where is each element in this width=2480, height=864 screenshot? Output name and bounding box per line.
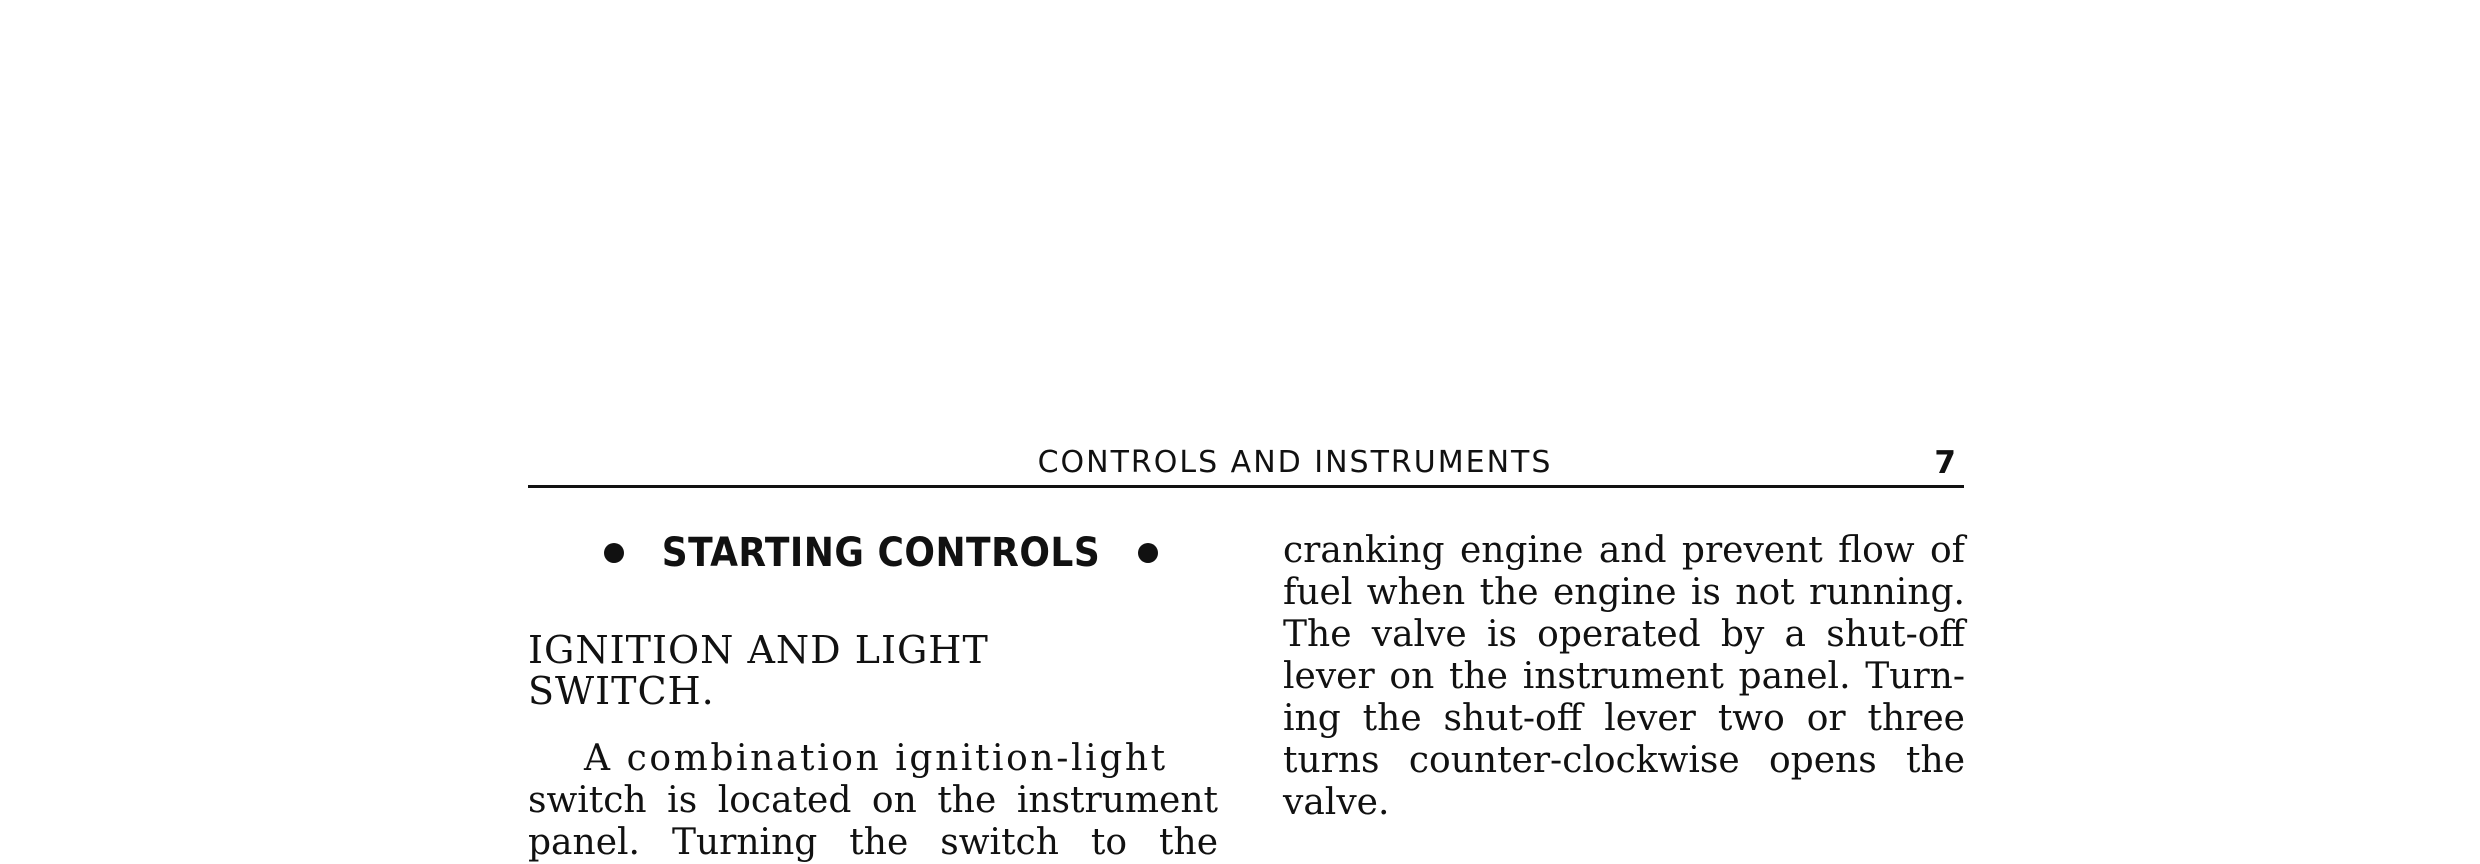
subheading-line: IGNITION AND LIGHT [528, 628, 989, 672]
paragraph-line: lever on the instrument panel. Turn- [1283, 656, 1965, 697]
paragraph-line: ing the shut-off lever two or three [1283, 698, 1965, 739]
paragraph-line: cranking engine and prevent flow of [1283, 530, 1965, 571]
paragraph-line: The valve is operated by a shut-off [1283, 614, 1965, 655]
section-heading-text: STARTING CONTROLS [661, 530, 1101, 576]
subheading [528, 630, 1218, 712]
running-header [528, 445, 1964, 488]
paragraph-line: fuel when the engine is not running. [1283, 572, 1965, 613]
left-column [528, 530, 1218, 864]
paragraph-line: panel. Turning the switch to the [528, 822, 1218, 863]
paragraph [1283, 530, 1965, 824]
paragraph-line: valve. [1283, 782, 1390, 823]
paragraph-line: switch is located on the instrument [528, 780, 1218, 821]
page-number: 7 [1934, 445, 1956, 481]
bullet-icon [604, 543, 624, 563]
bullet-icon [1138, 543, 1158, 563]
running-title: CONTROLS AND INSTRUMENTS [1037, 445, 1553, 480]
paragraph-line: turns counter-clockwise opens the [1283, 740, 1965, 781]
paragraph-line: A combination ignition-light [584, 738, 1168, 779]
right-column [1283, 530, 1965, 824]
subheading-line: SWITCH. [528, 669, 715, 713]
paragraph [528, 738, 1218, 864]
section-heading [544, 530, 1218, 576]
